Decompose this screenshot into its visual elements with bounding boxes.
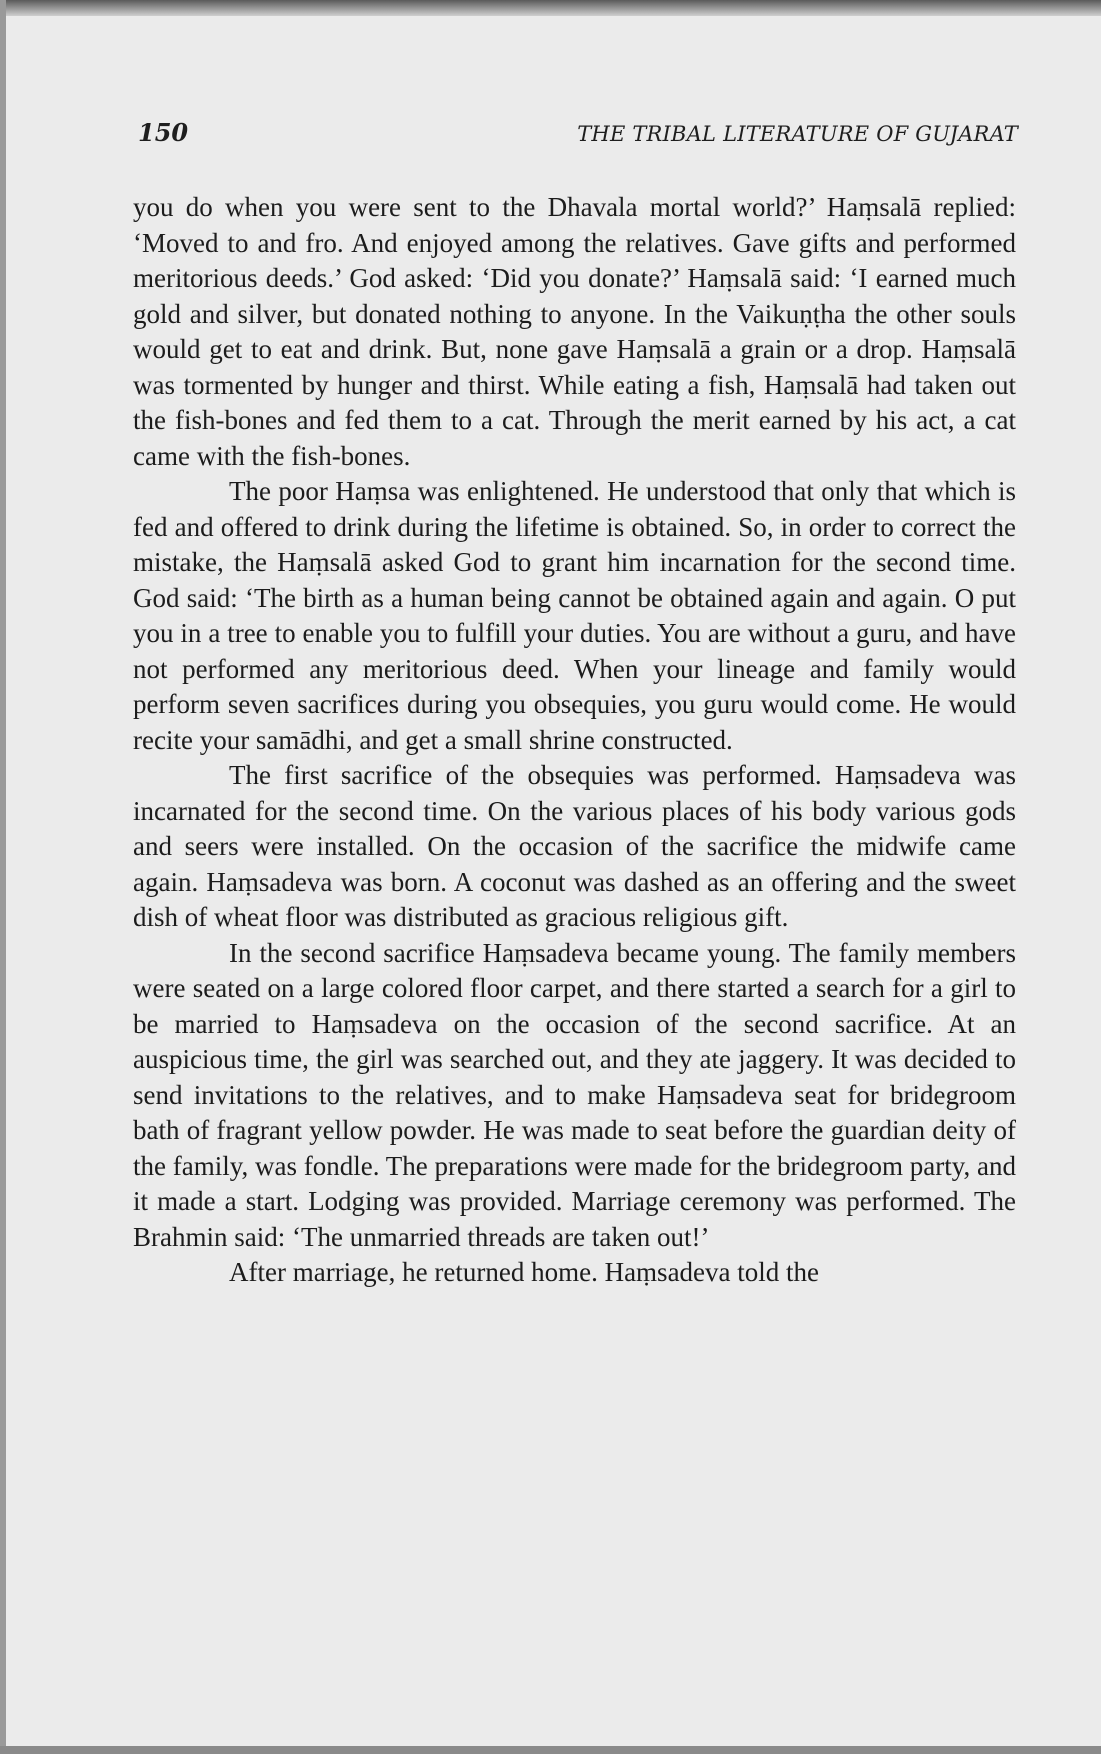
paragraph-4: In the second sacrifice Haṃsadeva became young. The family members were seated on a large colored floor carpet, and there started a search for a girl to be married to Haṃsadeva on the occasion of the second sacrifice. At an auspicious time, the girl was searched out, and they ate jaggery. It was decided to send invitations to the relatives, and to make Haṃsadeva seat for bridegroom bath of fragrant yellow powder. He was made to seat before the guardian deity of the family, was fondle. The preparations were made for the bridegroom party, and it made a start. Lodging was provided. Marriage ceremony was performed. The Brahmin said: ‘The unmarried threads are taken out!’: [133, 937, 1016, 1252]
running-title: THE TRIBAL LITERATURE OF GUJARAT: [577, 122, 1018, 146]
page-header: [138, 118, 1018, 158]
scan-left-edge: [0, 0, 6, 1754]
paragraph-1: you do when you were sent to the Dhavala mortal world?’ Haṃsalā replied: ‘Moved to and fro. And enjoyed among the relatives. Gave gifts and performed meritorious deeds.’ God asked: ‘Did you donate?’ Haṃsalā said: ‘I earned much gold and silver, but donated nothing to anyone. In the Vaikuṇṭha the other souls would get to eat and drink. But, none gave Haṃsalā a grain or a drop. Haṃsalā was tormented by hunger and thirst. While eating a fish, Haṃsalā had taken out the fish-bones and fed them to a cat. Through the merit earned by his act, a cat came with the fish-bones.: [133, 192, 1016, 471]
scan-top-edge: [0, 0, 1101, 16]
paragraph-5: After marriage, he returned home. Haṃsadeva told the: [229, 1257, 820, 1287]
paragraph-3: The first sacrifice of the obsequies was performed. Haṃsadeva was incarnated for the second time. On the various places of his body various gods and seers were installed. On the occasion of the sacrifice the midwife came again. Haṃsadeva was born. A coconut was dashed as an offering and the sweet dish of wheat floor was distributed as gracious religious gift.: [133, 760, 1016, 932]
scan-bottom-edge: [0, 1746, 1101, 1754]
body-text: [133, 190, 1016, 1291]
page-number: 150: [138, 118, 189, 147]
paragraph-2: The poor Haṃsa was enlightened. He understood that only that which is fed and offered to drink during the lifetime is obtained. So, in order to correct the mistake, the Haṃsalā asked God to grant him incarnation for the second time. God said: ‘The birth as a human being cannot be obtained again and again. O put you in a tree to enable you to fulfill your duties. You are without a guru, and have not performed any meritorious deed. When your lineage and family would perform seven sacrifices during you obsequies, you guru would come. He would recite your samādhi, and get a small shrine constructed.: [133, 476, 1016, 755]
